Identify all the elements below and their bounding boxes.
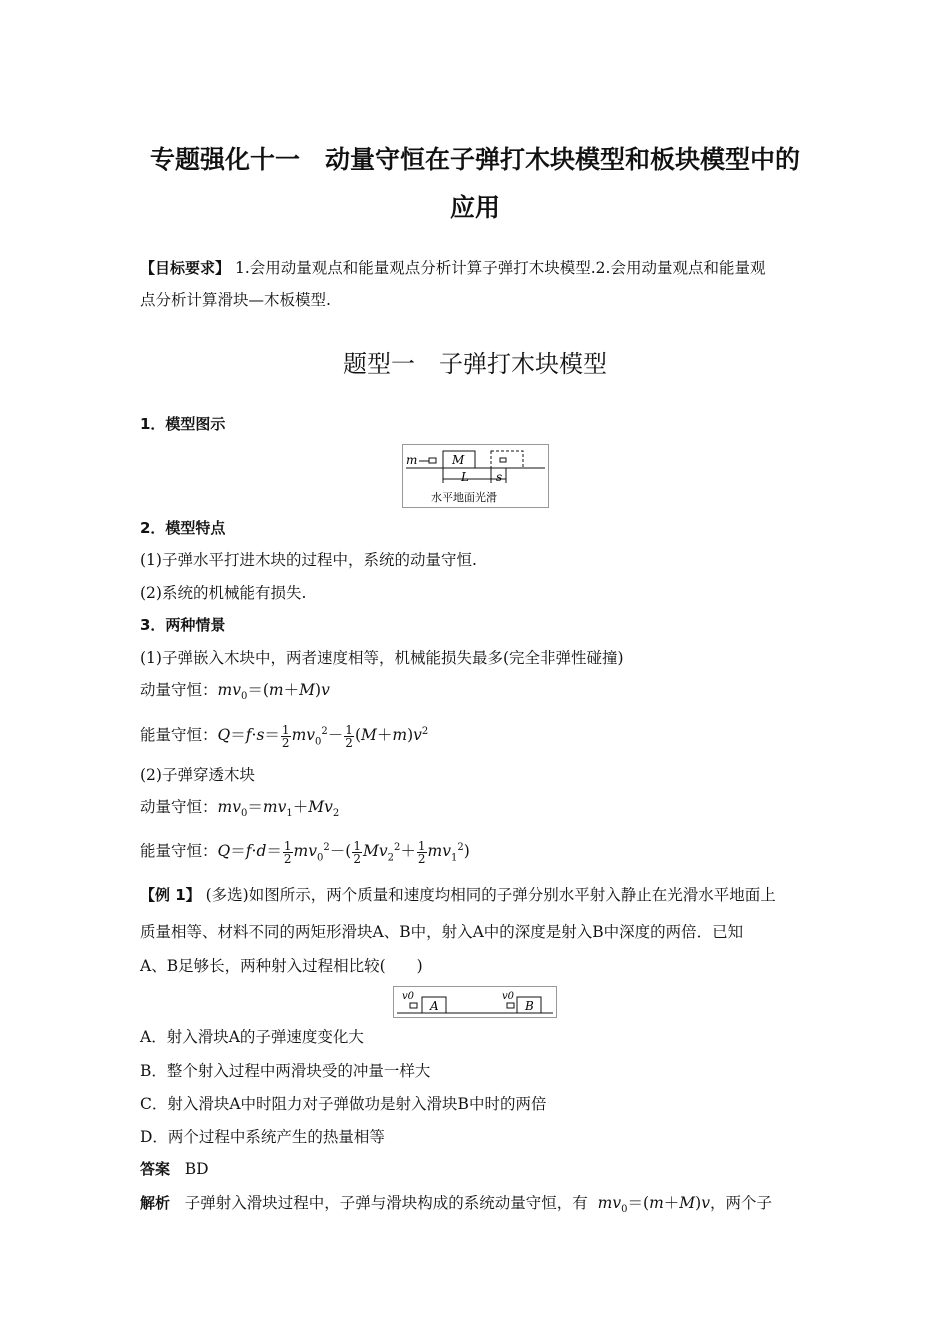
example-line2: 质量相等、材料不同的两矩形滑块A、B中，射入A中的深度是射入B中深度的两倍．已知 [140, 923, 744, 941]
item3-heading: 3．两种情景 [140, 616, 226, 634]
feature2: (2)系统的机械能有损失. [140, 584, 307, 602]
analysis-label: 解析 [140, 1194, 171, 1212]
fig1-m-label: m [406, 453, 418, 467]
fig2-A-label: A [430, 999, 439, 1013]
option-b: B．整个射入过程中两滑块受的冲量一样大 [140, 1062, 431, 1080]
analysis-text1: 子弹射入滑块过程中，子弹与滑块构成的系统动量守恒，有 [184, 1194, 588, 1212]
two-blocks-diagram [394, 987, 556, 1017]
case1: (1)子弹嵌入木块中，两者速度相等，机械能损失最多(完全非弹性碰撞) [140, 649, 624, 667]
goal-label: 【目标要求】 [140, 259, 231, 277]
case1-momentum-label: 动量守恒： [140, 681, 218, 699]
item1-heading: 1．模型图示 [140, 415, 226, 433]
goal-line1 [140, 258, 765, 278]
fig2-B-label: B [525, 999, 534, 1013]
case1-energy: 能量守恒：Q＝f·s＝ $\frac{1}{2}$ $mv_0^2-$ $\frac{1}{2}$ $(M+m)v^2$ [140, 722, 429, 750]
page-title-line1: 专题强化十一 动量守恒在子弹打木块模型和板块模型中的 [149, 145, 800, 174]
goal-text1: 1.会用动量观点和能量观点分析计算子弹打木块模型.2.会用动量观点和能量观 [234, 259, 766, 277]
item2-heading: 2．模型特点 [140, 519, 226, 537]
case1-momentum: 动量守恒：$mv_0=(m+M)v$ [140, 681, 330, 703]
feature1: (1)子弹水平打进木块的过程中，系统的动量守恒. [140, 551, 477, 569]
fig1-L-label: L [461, 470, 469, 484]
option-c: C．射入滑块A中时阻力对子弹做功是射入滑块B中时的两倍 [140, 1095, 547, 1113]
case2-momentum: 动量守恒：$mv_0=mv_1+Mv_2$ [140, 798, 340, 820]
fig1-M-label: M [452, 453, 465, 467]
bullet-block-figure [402, 444, 549, 508]
section-title: 题型一 子弹打木块模型 [343, 350, 607, 378]
case1-energy-label: 能量守恒： [140, 726, 218, 745]
fig2-v0b-label: v0 [502, 991, 515, 1002]
bullet-block-diagram [403, 445, 548, 507]
case2: (2)子弹穿透木块 [140, 766, 255, 784]
case2-momentum-label: 动量守恒： [140, 798, 218, 816]
page-title-line2: 应用 [449, 193, 500, 222]
example-text1: 如图所示，两个质量和速度均相同的子弹分别水平射入静止在光滑水平地面上 [248, 886, 776, 904]
example-line1 [140, 885, 776, 905]
example-label: 【例 1】 [140, 886, 201, 904]
analysis-text2: ，两个子 [710, 1194, 773, 1212]
fig2-v0a-label: v0 [402, 991, 415, 1002]
case2-energy-label: 能量守恒： [140, 842, 218, 861]
example-tag: (多选) [205, 886, 249, 904]
two-blocks-figure [393, 986, 557, 1018]
fig1-caption: 水平地面光滑 [431, 491, 497, 504]
fig1-s-label: s [496, 470, 503, 484]
analysis-line: 解析 子弹射入滑块过程中，子弹与滑块构成的系统动量守恒，有 $mv_0=(m+M)v$，两个子 [140, 1194, 773, 1216]
answer-value: BD [184, 1160, 209, 1178]
case2-energy: 能量守恒：Q＝f·d＝ $\frac{1}{2}$ $mv_0^2-$( $\frac{1}{2}$ $Mv_2^2+$ $\frac{1}{2}$ $mv_1^2$) [140, 838, 470, 866]
answer-label: 答案 [140, 1160, 171, 1178]
answer-line [140, 1159, 209, 1179]
example-line3: A、B足够长，两种射入过程相比较( ) [140, 957, 423, 975]
option-a: A．射入滑块A的子弹速度变化大 [140, 1028, 364, 1046]
goal-line2: 点分析计算滑块—木板模型. [140, 291, 331, 309]
option-d: D．两个过程中系统产生的热量相等 [140, 1128, 385, 1146]
